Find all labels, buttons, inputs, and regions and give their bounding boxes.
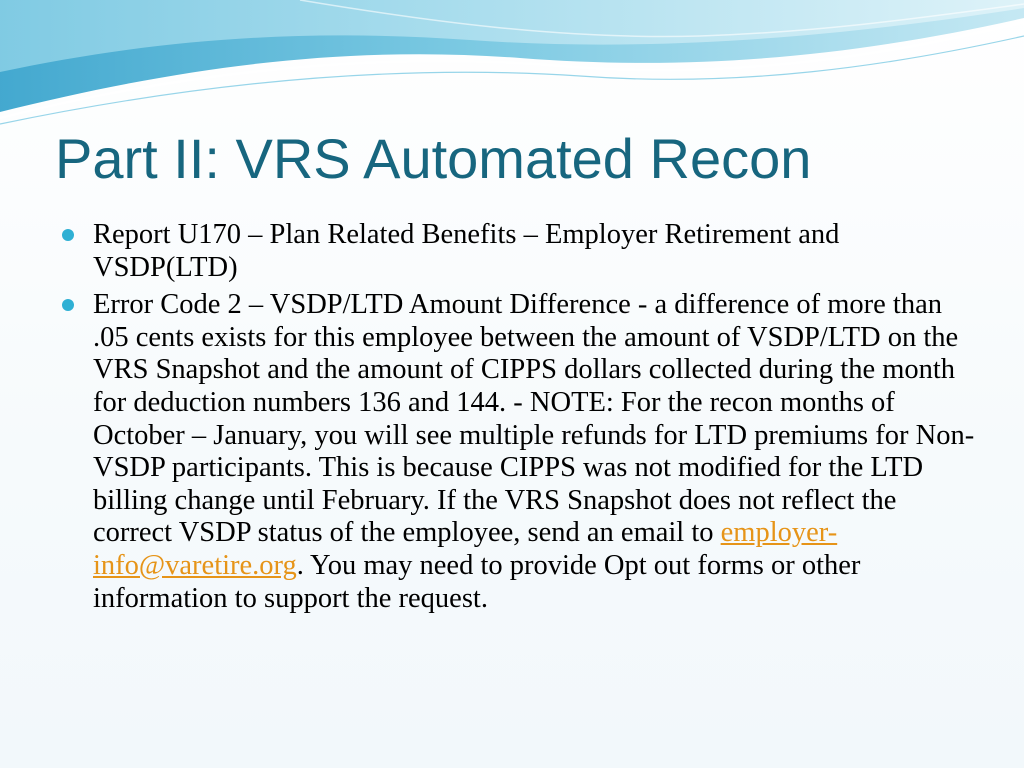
bullet-dot-icon <box>62 229 74 241</box>
bullet-item-error-code-2 <box>60 289 975 615</box>
decorative-wave-header <box>0 0 1024 130</box>
email-link[interactable]: employer-info@varetire.org <box>93 517 838 581</box>
bullet-list <box>60 219 975 620</box>
slide-title: Part II: VRS Automated Recon <box>55 127 812 190</box>
bullet-dot-icon <box>62 299 74 311</box>
bullet-text-after-link: . You may need to provide Opt out forms or other information to support the request. <box>93 549 861 614</box>
bullet-item-report-u170 <box>60 219 975 284</box>
bullet-text-before-link: Error Code 2 – VSDP/LTD Amount Difference - a difference of more than .05 cents exists for this employee between the amount of VSDP/LTD on the VRS Snapshot and the amount of CIPPS dollars collected during the month for deduction numbers 136 and 144. - NOTE: For the recon months of October – January, you will see multiple refunds for LTD premiums for Non-VSDP participants. This is because CIPPS was not modified for the LTD billing change until February. If the VRS Snapshot does not reflect the correct VSDP status of the employee, send an email to <box>93 289 975 549</box>
bullet-text: Report U170 – Plan Related Benefits – Employer Retirement and VSDP(LTD) <box>93 219 840 283</box>
